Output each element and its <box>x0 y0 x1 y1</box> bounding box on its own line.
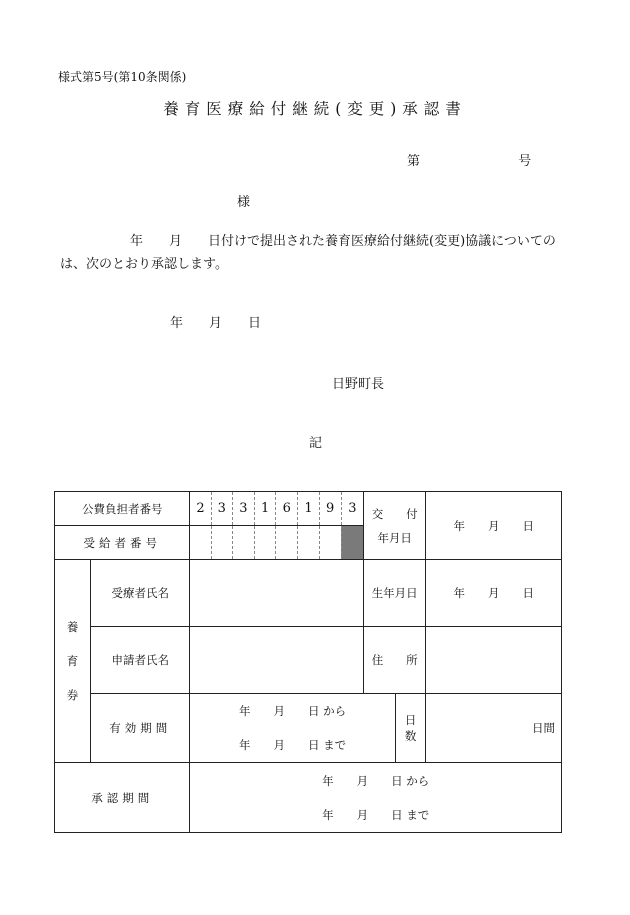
recipient-digit-cell[interactable] <box>211 526 232 560</box>
recipient-number-label: 受給者番号 <box>55 526 190 560</box>
form-number: 様式第5号(第10条関係) <box>58 70 187 84</box>
section-char: 養 <box>66 620 79 634</box>
section-char: 券 <box>66 688 79 702</box>
addressee-suffix: 様 <box>237 195 251 210</box>
issue-date-value: 年 月 日 <box>426 492 562 560</box>
validity-period-value <box>190 694 395 763</box>
recipient-digit-cell[interactable] <box>232 526 254 560</box>
doc-no-suffix: 号 <box>518 154 532 169</box>
doc-no-prefix: 第 <box>407 154 421 169</box>
section-label-ikuken <box>55 560 91 763</box>
payer-digit: 9 <box>319 492 341 526</box>
approval-from: 年 月 日 から <box>322 773 430 788</box>
issue-label-line2: 年月日 <box>377 530 412 545</box>
approval-to: 年 月 日 まで <box>322 807 430 822</box>
issue-date-label <box>363 492 425 560</box>
issuer-name: 日野町長 <box>332 377 385 392</box>
payer-digit: 6 <box>276 492 298 526</box>
applicant-name-field[interactable] <box>190 627 364 694</box>
approval-period-label: 承認期間 <box>55 763 190 833</box>
birthdate-value: 年 月 日 <box>426 560 562 627</box>
payer-digit: 1 <box>255 492 276 526</box>
birthdate-label: 生年月日 <box>363 560 425 627</box>
check-digit-shaded <box>341 526 363 560</box>
validity-period-label: 有効期間 <box>90 694 189 763</box>
recipient-digit-cell[interactable] <box>190 526 211 560</box>
document-title: 養育医療給付継続(変更)承認書 <box>163 100 467 118</box>
address-label: 住 所 <box>363 627 425 694</box>
approval-table <box>54 491 562 833</box>
validity-to: 年 月 日 まで <box>239 738 347 752</box>
body-text <box>60 230 580 276</box>
address-field[interactable] <box>426 627 562 694</box>
payer-digit: 3 <box>232 492 254 526</box>
applicant-name-label: 申請者氏名 <box>90 627 189 694</box>
patient-name-label: 受療者氏名 <box>90 560 189 627</box>
issue-date-line: 年 月 日 <box>170 316 262 331</box>
recipient-digit-cell[interactable] <box>298 526 319 560</box>
days-label: 日 数 <box>395 694 426 763</box>
payer-number-label: 公費負担者番号 <box>55 492 190 526</box>
issue-label-line1: 交 付 <box>371 506 418 521</box>
section-char: 育 <box>66 654 79 668</box>
body-line-1: 年 月 日付けで提出された養育医療給付継続(変更)協議についての <box>130 234 556 249</box>
days-value: 日間 <box>426 694 562 763</box>
patient-name-field[interactable] <box>190 560 364 627</box>
payer-digit: 2 <box>190 492 211 526</box>
recipient-digit-cell[interactable] <box>276 526 298 560</box>
validity-from: 年 月 日 から <box>239 704 347 718</box>
payer-digit: 3 <box>211 492 232 526</box>
approval-period-value <box>190 763 562 833</box>
payer-digit: 3 <box>341 492 363 526</box>
body-line-2: は、次のとおり承認します。 <box>60 257 228 272</box>
document-number-line <box>407 150 531 169</box>
payer-digit: 1 <box>298 492 319 526</box>
ki-marker: 記 <box>309 436 323 451</box>
recipient-digit-cell[interactable] <box>255 526 276 560</box>
recipient-digit-cell[interactable] <box>319 526 341 560</box>
